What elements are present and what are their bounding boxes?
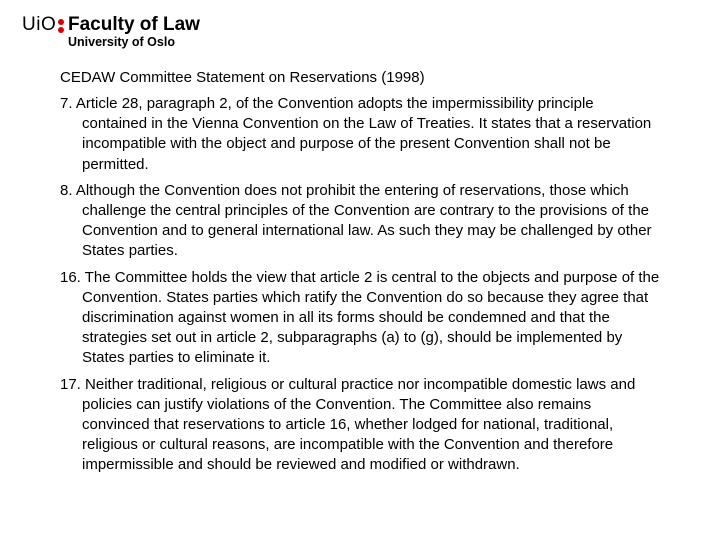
- logo-colon-icon: [58, 18, 64, 34]
- paragraph-8: 8. Although the Convention does not prohibit the entering of reservations, those which challenge the central principles of the Convention are contrary to the provisions of the Convention and to general international law. As such they may be challenged by other States parties.: [60, 181, 652, 260]
- logo-university-text: University of Oslo: [68, 35, 175, 49]
- paragraph-7: 7. Article 28, paragraph 2, of the Convention adopts the impermissibility principle contained in the Vienna Convention on the Law of Treaties. It states that a reservation incompatible with the object and purpose of the present Convention shall not be permitted.: [60, 95, 652, 173]
- document-title: CEDAW Committee Statement on Reservations (1998): [60, 69, 425, 86]
- logo-faculty-text: Faculty of Law: [68, 14, 200, 35]
- paragraph-17: 17. Neither traditional, religious or cultural practice nor incompatible domestic laws and policies can justify violations of the Convention. The Committee also remains convinced that reservations to article 16, whether lodged for national, traditional, religious or cultural reasons, are incompatible with the Convention and therefore impermissible and should be reviewed and modified or withdrawn.: [60, 375, 636, 474]
- logo-uio-text: UiO: [22, 14, 57, 35]
- paragraph-16: 16. The Committee holds the view that article 2 is central to the objects and purpose of the Convention. States parties which ratify the Convention do so because they agree that discrimination against women in all its forms should be condemned and that the strategies set out in article 2, subparagraphs (a) to (g), should be implemented by States parties to eliminate it.: [60, 268, 660, 367]
- document-body: [60, 68, 660, 482]
